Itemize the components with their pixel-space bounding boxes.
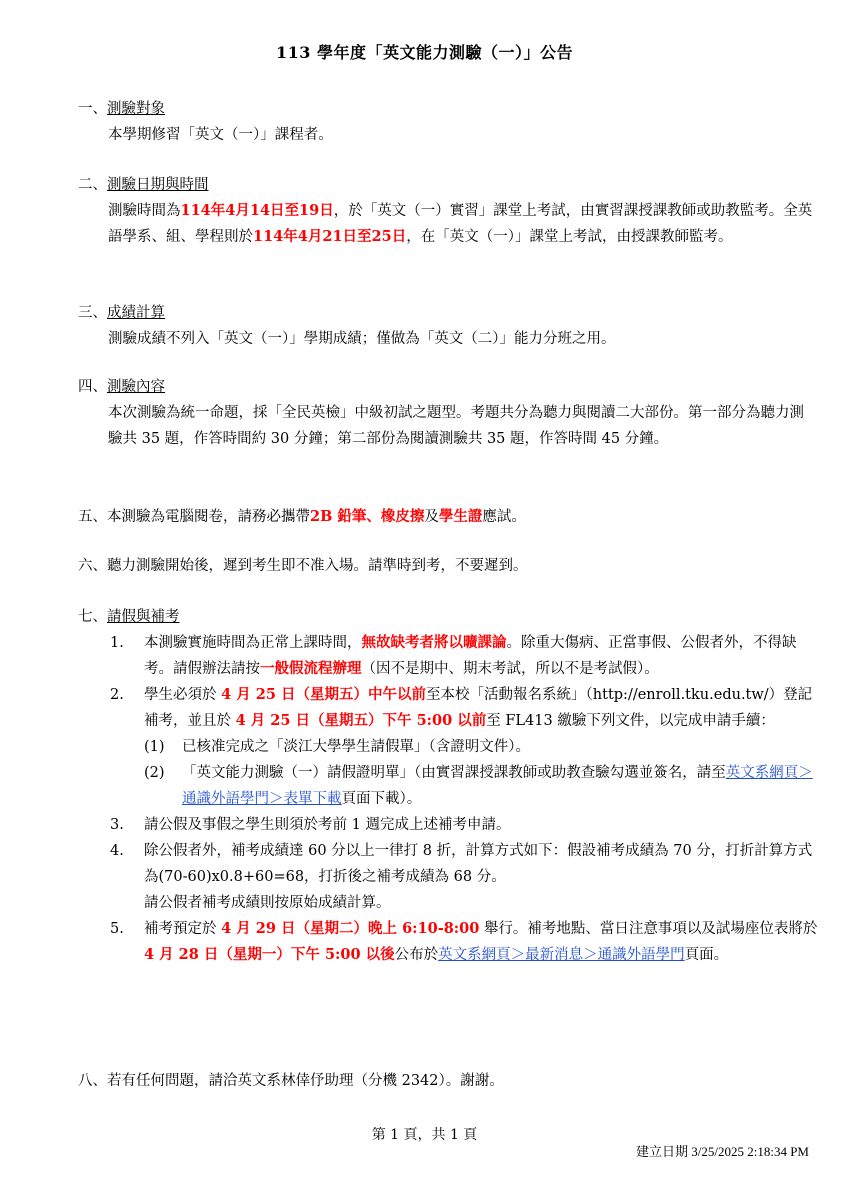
exam-date-highlight: 114年4月21日至25日: [253, 228, 407, 245]
text-run: 公布於: [394, 947, 439, 963]
text-run: 本測驗為電腦閱卷，請務必攜帶: [107, 509, 310, 525]
list-number: 5.: [110, 921, 124, 937]
deadline-highlight: 4 月 25 日（星期五）中午以前: [221, 686, 427, 703]
section-number: 三、: [78, 305, 107, 321]
list-number: 4.: [110, 843, 124, 859]
text-run: 請公假者補考成績則按原始成績計算。: [144, 895, 391, 911]
section-body: 測驗成績不列入「英文（一）」學期成績；僅做為「英文（二）」能力分班之用。: [108, 331, 616, 347]
section-line: [78, 504, 818, 530]
section-number: 一、: [78, 101, 107, 117]
section-number: 七、: [78, 609, 107, 625]
text-run: ，於「英文（一）實習」課堂上考試，由實習課授課教師或助教監考。全英語學系、組、學程則於: [108, 203, 813, 245]
page-number: 第 1 頁，共 1 頁: [371, 1127, 478, 1143]
list-number: 3.: [110, 817, 124, 833]
section-number: 六、: [78, 558, 107, 574]
section-number: 二、: [78, 177, 107, 193]
creation-date: 建立日期 3/25/2025 2:18:34 PM: [636, 1144, 809, 1159]
text-run: 本測驗實施時間為正常上課時間，: [144, 635, 362, 651]
section-title: 測驗日期與時間: [107, 177, 209, 193]
list-item: [78, 630, 818, 682]
text-run: 除公假者外，補考成績達 60 分以上一律打 8 折，計算方式如下：假設補考成績為 70 分，打折計算方式為(70-60)x0.8+60=68，打折後之補考成績為 68 分。: [144, 843, 813, 885]
section-heading: [78, 300, 818, 326]
makeup-time-highlight: 4 月 29 日（星期二）晚上 6:10-8:00: [221, 920, 480, 937]
text-run: 舉行。補考地點、當日注意事項以及試場座位表將於: [479, 921, 818, 937]
sub-number: (2): [144, 765, 165, 781]
section-title: 請假與補考: [107, 609, 180, 625]
section-contact: [78, 1068, 818, 1094]
section-body: 本次測驗為統一命題，採「全民英檢」中級初試之題型。考題共分為聽力與閱讀二大部份。第一部分為聽力測驗共 35 題，作答時間約 30 分鐘；第二部份為閱讀測驗共 35 題，作答時間 45 分鐘。: [108, 405, 804, 447]
section-supplies: [78, 504, 818, 530]
supply-pencil: 2B 鉛筆: [310, 508, 367, 525]
section-line: [78, 1068, 818, 1094]
section-grading: [78, 300, 818, 352]
list-number: 1.: [110, 635, 124, 651]
section-number: 四、: [78, 379, 107, 395]
text-run: （因不是期中、期末考試，所以不是考試假）。: [361, 661, 659, 677]
text-run: 頁面。: [684, 947, 729, 963]
list-item: [78, 916, 818, 968]
section-heading: [78, 172, 818, 198]
section-line: [78, 553, 818, 579]
section-heading: [78, 96, 818, 122]
text-run: 「英文能力測驗（一）請假證明單」（由實習課授課教師或助教查驗勾選並簽名，請至: [182, 765, 726, 781]
text-run: 學生必須於: [144, 687, 222, 703]
section-content: [78, 374, 818, 452]
section-leave-makeup: [78, 604, 818, 968]
sub-item: [78, 734, 818, 760]
supply-student-id: 學生證: [438, 508, 483, 525]
section-target: [78, 96, 818, 148]
section-body: [78, 198, 818, 250]
news-page-link[interactable]: 英文系網頁＞最新消息＞通識外語學門: [438, 947, 685, 963]
section-number: 五、: [78, 509, 107, 525]
section-title: 成績計算: [107, 305, 165, 321]
publish-time-highlight: 4 月 28 日（星期一）下午 5:00 以後: [144, 946, 395, 963]
section-heading: [78, 604, 818, 630]
section-late-policy: [78, 553, 818, 579]
text-run: 應試。: [482, 509, 526, 525]
sub-item: [78, 760, 818, 812]
text-run: 補考預定於: [144, 921, 222, 937]
text-run: 及: [424, 509, 439, 525]
deadline-highlight: 4 月 25 日（星期五）下午 5:00 以前: [235, 712, 487, 729]
list-number: 2.: [110, 687, 124, 703]
text-run: ，在「英文（一）」課堂上考試，由授課教師監考。: [406, 229, 733, 245]
text-run: 至 FL413 繳驗下列文件，以完成申請手續：: [486, 713, 775, 729]
section-heading: [78, 374, 818, 400]
page-title: 113 學年度「英文能力測驗（一）」公告: [276, 43, 573, 62]
text-run: 頁面下載）。: [341, 791, 422, 807]
section-date-time: [78, 172, 818, 250]
section-number: 八、: [78, 1073, 107, 1089]
section-text: 聽力測驗開始後，遲到考生即不准入場。請準時到考，不要遲到。: [107, 558, 528, 574]
text-run: 請公假及事假之學生則須於考前 1 週完成上述補考申請。: [144, 817, 511, 833]
section-title: 測驗內容: [107, 379, 165, 395]
text-run: 已核准完成之「淡江大學學生請假單」（含證明文件）。: [182, 739, 530, 755]
sub-number: (1): [144, 739, 165, 755]
list-item: [78, 812, 818, 838]
list-item: [78, 682, 818, 734]
text-run: 測驗時間為: [108, 203, 181, 219]
text-run: 。除重大傷病、正當事假、公假者外，不得缺考。請假辦法請按: [144, 635, 797, 677]
form-download-link[interactable]: 英文系網頁＞通識外語學門＞表單下載: [182, 765, 813, 807]
text-run: 至本校「活動報名系統」（http://enroll.tku.edu.tw/）登記補考，並且於: [144, 687, 813, 729]
section-body: 本學期修習「英文（一）」課程者。: [108, 127, 333, 143]
supply-eraser: 橡皮擦: [380, 508, 425, 525]
warning-highlight: 一般假流程辦理: [260, 660, 362, 677]
section-text: 若有任何問題，請洽英文系林倖伃助理（分機 2342）。謝謝。: [107, 1073, 504, 1089]
list-item: [78, 838, 818, 916]
text-run: 、: [366, 508, 381, 525]
section-title: 測驗對象: [107, 101, 165, 117]
exam-date-highlight: 114年4月14日至19日: [180, 202, 334, 219]
warning-highlight: 無故缺考者將以曠課論: [361, 634, 507, 651]
